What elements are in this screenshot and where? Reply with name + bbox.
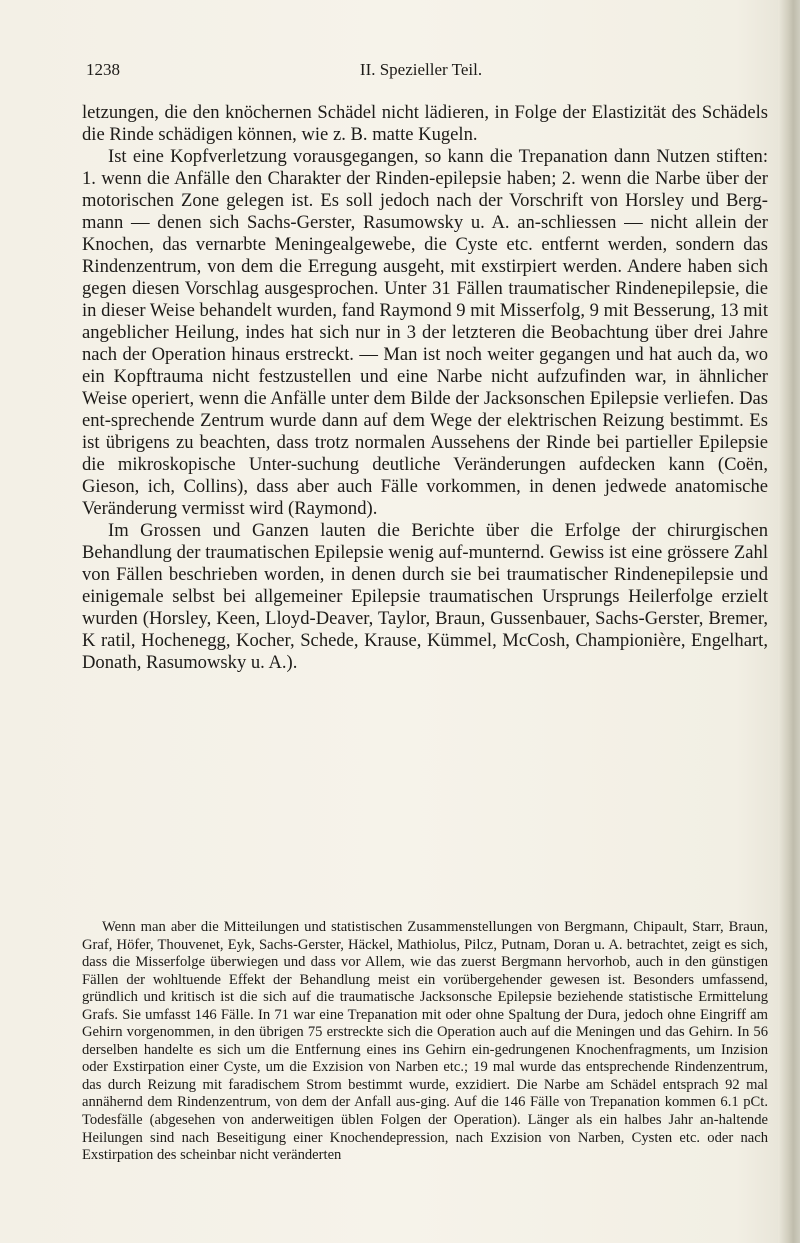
paragraph-results: Im Grossen und Ganzen lauten die Berichte über die Erfolge der chirurgischen Behandlung der traumatischen Epilepsie wenig auf-munternd. Gewiss ist eine grössere Zahl von Fällen beschrieben worden, in denen durch sie bei traumatischer Rindenepilepsie und einigemale selbst bei allgemeiner Epilepsie traumatischen Ursprungs Heilerfolge erzielt wurden (Horsley, Keen, Lloyd-Deaver, Taylor, Braun, Gussenbauer, Sachs-Gerster, Bremer, K ratil, Hochenegg, Kocher, Schede, Krause, Kümmel, McCosh, Championière, Engelhart, Donath, Rasumowsky u. A.). <box>82 520 768 673</box>
page-binding-edge <box>778 0 800 1243</box>
paragraph-trepanation: Ist eine Kopfverletzung vorausgegangen, so kann die Trepanation dann Nutzen stiften: 1. wenn die Anfälle den Charakter der Rinden-epilepsie haben; 2. wenn die Narbe über der motorischen Zone gelegen ist. Es soll jedoch nach der Vorschrift von Horsley und Berg-mann — denen sich Sachs-Gerster, Rasumowsky u. A. an-schliessen — nicht allein der Knochen, das vernarbte Meningealgewebe, die Cyste etc. entfernt werden, sondern das Rindenzentrum, von dem die Erregung ausgeht, mit exstirpiert werden. Andere haben sich gegen diesen Vorschlag ausgesprochen. Unter 31 Fällen traumatischer Rindenepilepsie, die in dieser Weise behandelt wurden, fand Raymond 9 mit Misserfolg, 9 mit Besserung, 13 mit angeblicher Heilung, indes hat sich nur in 3 der letzteren die Beobachtung über drei Jahre nach der Operation hinaus erstreckt. — Man ist noch weiter gegangen und hat auch da, wo ein Kopftrauma nicht festzustellen und eine Narbe nicht aufzufinden war, in ähnlicher Weise operiert, wenn die Anfälle unter dem Bilde der Jacksonschen Epilepsie verliefen. Das ent-sprechende Zentrum wurde dann auf dem Wege der elektrischen Reizung bestimmt. Es ist übrigens zu beachten, dass trotz normalen Aussehens der Rinde bei partieller Epilepsie die mikroskopische Unter-suchung deutliche Veränderungen aufdecken kann (Coën, Gieson, ich, Collins), dass aber auch Fälle vorkommen, in denen jedwede anatomische Veränderung vermisst wird (Raymond). <box>82 146 768 519</box>
small-print-note <box>82 919 768 1165</box>
note-paragraph: Wenn man aber die Mitteilungen und statistischen Zusammenstellungen von Bergmann, Chipault, Starr, Braun, Graf, Höfer, Thouvenet, Eyk, Sachs-Gerster, Häckel, Mathiolus, Pilcz, Putnam, Doran u. A. betrachtet, zeigt es sich, dass die Misserfolge überwiegen und dass vor Allem, wie das zuerst Bergmann hervorhob, auch in den günstigen Fällen der wohltuende Effekt der Behandlung meist ein vorübergehender gewesen ist. Besonders umfassend, gründlich und kritisch ist die sich auf die traumatische Jacksonsche Epilepsie beziehende statistische Ermittelung Grafs. Sie umfasst 146 Fälle. In 71 war eine Trepanation mit oder ohne Spaltung der Dura, jedoch ohne Eingriff am Gehirn vorgenommen, in den übrigen 75 erstreckte sich die Operation auch auf die Meningen und das Gehirn. In 56 derselben handelte es sich um die Entfernung eines ins Gehirn ein-gedrungenen Knochenfragments, um Inzision oder Exstirpation einer Cyste, um die Exzision von Narben etc.; 19 mal wurde das entsprechende Rindenzentrum, das durch Reizung mit faradischem Strom bestimmt wurde, exzidiert. Die Narbe am Schädel entsprach 92 mal annähernd dem Rindenzentrum, von dem der Anfall aus-ging. Auf die 146 Fälle von Trepanation kommen 6.1 pCt. Todesfälle (abgesehen von anderweitigen üblen Folgen der Operation). Länger als ein halbes Jahr an-haltende Heilungen sind nach Beseitigung einer Knochendepression, nach Exzision von Narben, Cysten etc. oder nach Exstirpation des scheinbar nicht veränderten <box>82 919 768 1164</box>
main-text <box>82 102 768 674</box>
paragraph-continuation: letzungen, die den knöchernen Schädel nicht lädieren, in Folge der Elastizität des Schädels die Rinde schädigen können, wie z. B. matte Kugeln. <box>82 102 768 145</box>
running-title: II. Spezieller Teil. <box>359 60 483 79</box>
page-header <box>86 60 756 86</box>
page-number: 1238 <box>86 60 120 79</box>
